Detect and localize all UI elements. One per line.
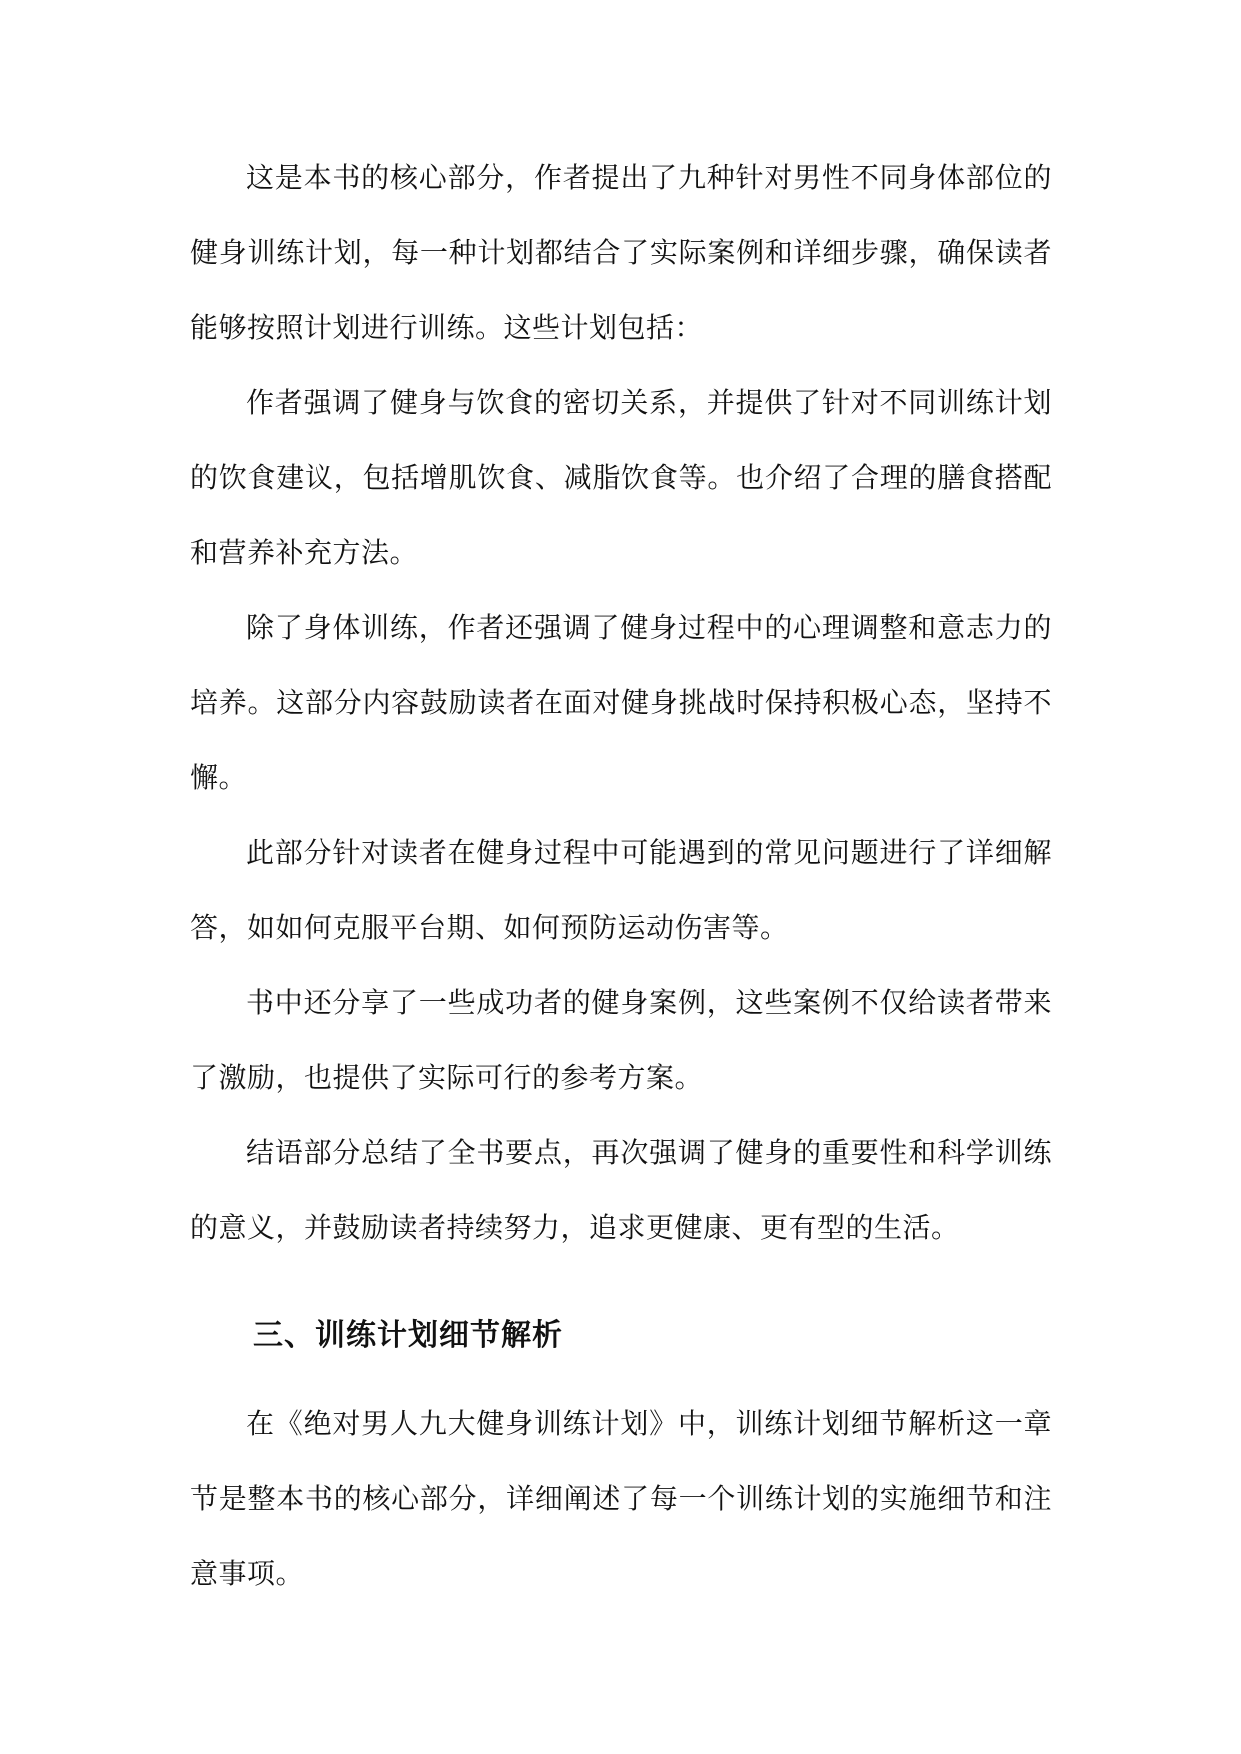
paragraph-core-plans: 这是本书的核心部分，作者提出了九种针对男性不同身体部位的健身训练计划，每一种计划都结合了实际案例和详细步骤，确保读者能够按照计划进行训练。这些计划包括： [190, 161, 1052, 344]
paragraph-conclusion: 结语部分总结了全书要点，再次强调了健身的重要性和科学训练的意义，并鼓励读者持续努力，追求更健康、更有型的生活。 [190, 1136, 1052, 1244]
document-body [190, 140, 1052, 1611]
paragraph-mindset: 除了身体训练，作者还强调了健身过程中的心理调整和意志力的培养。这部分内容鼓励读者在面对健身挑战时保持积极心态，坚持不懈。 [190, 611, 1052, 794]
section-heading: 三、训练计划细节解析 [253, 1318, 563, 1353]
paragraph-diet: 作者强调了健身与饮食的密切关系，并提供了针对不同训练计划的饮食建议，包括增肌饮食、减脂饮食等。也介绍了合理的膳食搭配和营养补充方法。 [190, 386, 1052, 569]
paragraph-plan-details: 在《绝对男人九大健身训练计划》中，训练计划细节解析这一章节是整本书的核心部分，详细阐述了每一个训练计划的实施细节和注意事项。 [190, 1407, 1052, 1590]
paragraph-cases: 书中还分享了一些成功者的健身案例，这些案例不仅给读者带来了激励，也提供了实际可行的参考方案。 [190, 986, 1052, 1094]
paragraph-faq: 此部分针对读者在健身过程中可能遇到的常见问题进行了详细解答，如如何克服平台期、如何预防运动伤害等。 [190, 836, 1052, 944]
